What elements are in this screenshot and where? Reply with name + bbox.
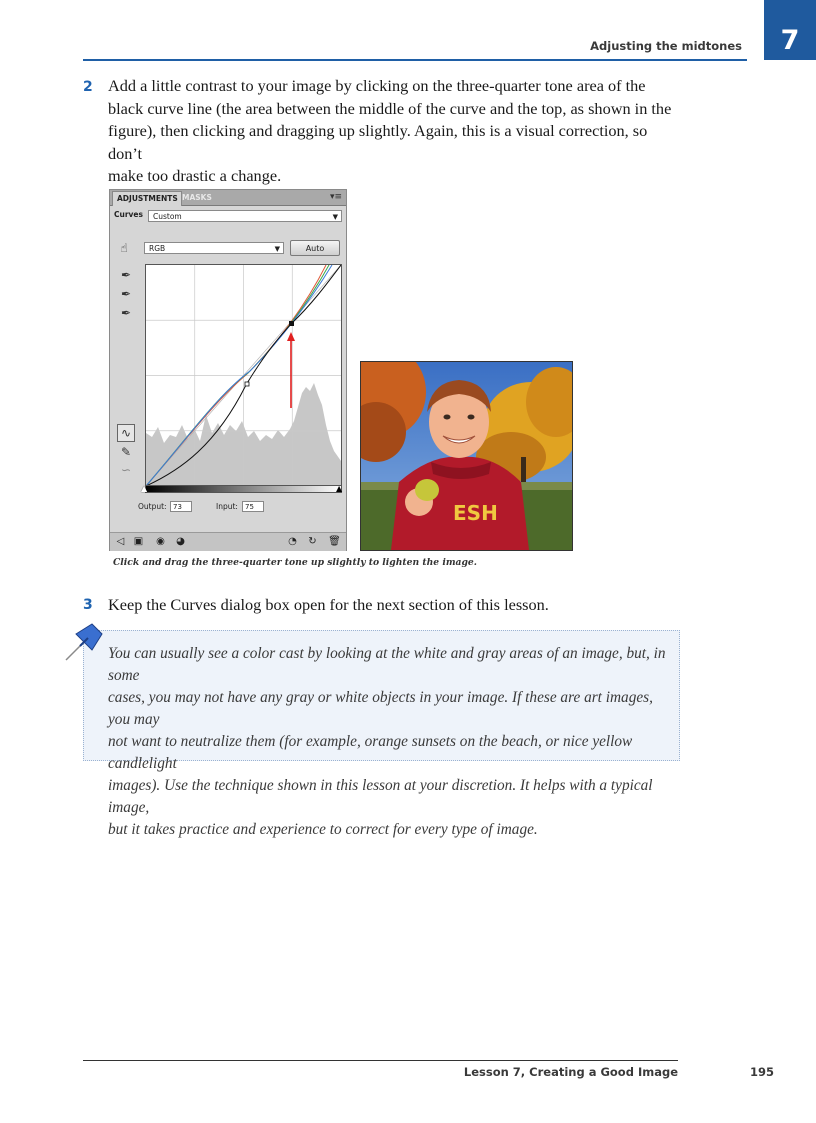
note-line: You can usually see a color cast by looking at the white and gray areas of an image, but, in some [108,645,666,684]
step-number-2: 2 [83,79,93,95]
step-2-line: make too drastic a change. [108,166,282,185]
input-field[interactable]: 75 [242,501,264,512]
chevron-down-icon: ▼ [332,213,338,221]
chevron-down-icon: ▼ [274,245,280,253]
preset-label: Curves [114,210,143,219]
step-3-line: Keep the Curves dialog box open for the next section of this lesson. [108,595,549,614]
preset-select[interactable] [148,210,342,222]
output-field[interactable]: 73 [170,501,192,512]
pushpin-icon [62,620,106,664]
reset-icon[interactable]: ↻ [308,536,317,547]
step-2-text [108,75,678,188]
step-2-line: figure), then clicking and dragging up slightly. Again, this is a visual correction, so don’t [108,121,648,163]
running-header-title: Adjusting the midtones [590,39,742,53]
white-point-eyedropper-icon[interactable]: ✒ [120,306,132,320]
return-to-list-icon[interactable]: ◁ [116,536,125,547]
panel-bottom-toolbar [110,532,346,551]
black-slider-handle[interactable]: ▲ [141,484,148,493]
sweater-lettering: ESH [453,501,498,525]
panel-tab-bar [110,190,346,206]
step-number-3: 3 [83,597,93,613]
footer-lesson-title: Lesson 7, Creating a Good Image [463,1065,678,1079]
drag-arrow-head [287,332,295,341]
clip-to-layer-icon[interactable]: ◉ [156,536,165,547]
chapter-number: 7 [780,25,800,56]
curve-point-three-quarter [289,321,294,326]
tab-masks[interactable]: MASKS [182,193,212,202]
curve-points-tool-icon[interactable]: ∿ [117,424,135,442]
note-line: but it takes practice and experience to correct for every type of image. [108,821,538,838]
auto-button[interactable]: Auto [290,240,340,256]
channel-value: RGB [149,244,166,253]
channel-select[interactable] [144,242,284,254]
curves-graph[interactable] [145,264,342,487]
page-number: 195 [749,1065,774,1079]
pencil-draw-icon[interactable]: ✎ [120,445,132,459]
curves-adjustment-panel [109,189,347,551]
smooth-curve-icon[interactable]: ∽ [120,463,132,477]
tab-adjustments[interactable]: ADJUSTMENTS [112,191,182,206]
visibility-eye-icon[interactable]: ◕ [176,536,185,547]
step-2-line: black curve line (the area between the middle of the curve and the top, as shown in the [108,98,672,118]
black-point-eyedropper-icon[interactable]: ✒ [120,268,132,282]
footer-rule [83,1060,678,1061]
previous-state-icon[interactable]: ◔ [288,536,297,547]
curves-graph-svg [146,265,341,486]
note-line: not want to neutralize them (for example, orange sunsets on the beach, or nice yellow candlelight [108,733,633,772]
preset-value: Custom [153,212,182,221]
header-rule [83,59,747,61]
curve-point-midtone [245,382,249,386]
note-line: images). Use the technique shown in this lesson at your discretion. It helps with a typical image, [108,777,653,816]
note-line: cases, you may not have any gray or white objects in your image. If these are art images, you may [108,689,653,728]
delete-trash-icon[interactable]: 🗑 [328,536,341,547]
input-gradient-bar [145,485,342,493]
input-label: Input: [216,502,238,511]
white-slider-handle[interactable]: ▲ [336,484,343,493]
step-2-line: Add a little contrast to your image by clicking on the three-quarter tone area of the [108,76,646,95]
boy-photo-svg [361,362,572,550]
tip-note-text [108,643,668,841]
chapter-tab [764,0,816,60]
figure-caption: Click and drag the three-quarter tone up slightly to lighten the image. [113,557,477,568]
step-3-text [108,594,678,617]
boy-photo [360,361,573,551]
output-label: Output: [138,502,167,511]
on-image-adjust-hand-icon[interactable]: ☝ [120,241,128,255]
panel-menu-icon[interactable]: ▾≡ [329,192,342,202]
gray-point-eyedropper-icon[interactable]: ✒ [120,287,132,301]
expanded-view-icon[interactable]: ▣ [133,536,144,547]
